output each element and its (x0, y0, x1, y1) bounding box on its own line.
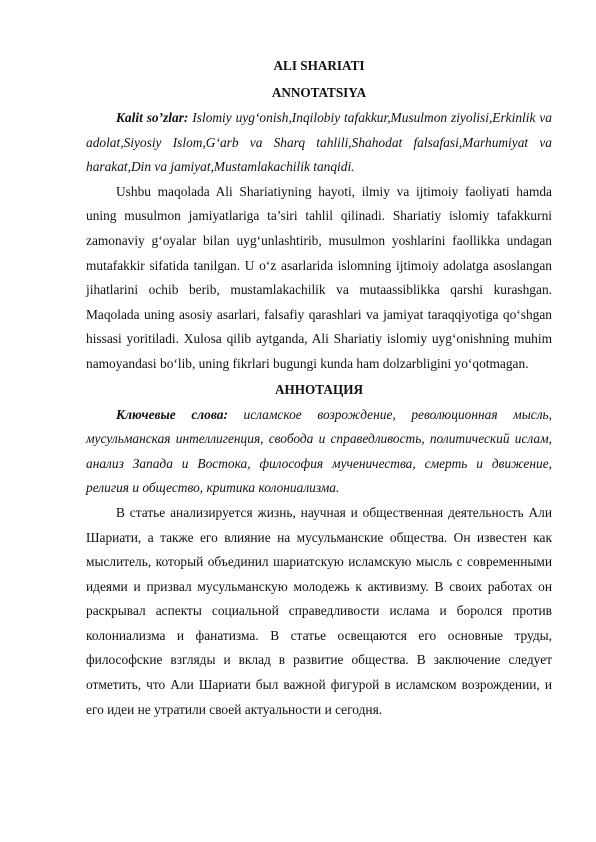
author-name: ALI SHARIATI (273, 58, 365, 73)
keywords-text-ru: исламское возрождение, революционная мысль, мусульманская интеллигенция, свобода и справедливость, политический ислам, анализ Запада и Востока, философия мученичества, смерть и движение, религия и общество, критика колониализма. (86, 406, 552, 496)
abstract-body-ru: В статье анализируется жизнь, научная и общественная деятельность Али Шариати, а также его влияние на мусульманские общества. Он известен как мыслитель, который объединил шариатскую исламскую мысль с современными идеями и призвал мусульманскую молодежь к активизму. В своих работах он раскрывал аспекты социальной справедливости ислама и боролся против колониализма и фанатизма. В статье освещаются его основные труды, философские взгляды и вклад в развитие общества. В заключение следует отметить, что Али Шариати был важной фигурой в исламском возрождении, и его идеи не утратили своей актуальности и сегодня. (86, 504, 552, 717)
keywords-ru (86, 403, 552, 501)
annotation-heading-ru: АННОТАЦИЯ (275, 381, 363, 397)
annotation-heading-uz: ANNOTATSIYA (271, 85, 367, 100)
document-page (86, 55, 552, 722)
abstract-body-uz: Ushbu maqolada Ali Shariatiyning hayoti, ilmiy va ijtimoiy faoliyati hamda uning musulmon jamiyatlariga ta’siri tahlil qilinadi. Shariatiy islomiy tafakkurni zamonaviy g‘oyalar bilan uyg‘unlashtirib, musulmon yoshlarini faollikka undagan mutafakkir sifatida tanilgan. U o‘z asarlarida islomning ijtimoiy adolatga asoslangan jihatlarini ochib berib, mustamlakachilik va mutaassiblikka qarshi kurashgan. Maqolada uning asosiy asarlari, falsafiy qarashlari va jamiyat taraqqiyotiga qo‘shgan hissasi yoritiladi. Xulosa qilib aytganda, Ali Shariatiy islomiy uyg‘onishning muhim namoyandasi bo‘lib, uning fikrlari bugungi kunda ham dolzarbligini yo‘qotmagan. (86, 183, 552, 371)
keywords-text-uz: Islomiy uyg‘onish,Inqilobiy tafakkur,Musulmon ziyolisi,Erkinlik va adolat,Siyosiy Islom,G‘arb va Sharq tahlili,Shahodat falsafasi,Marhumiyat va harakat,Din va jamiyat,Mustamlakachilik tanqidi. (86, 110, 552, 175)
keywords-label-ru: Ключевые слова: (116, 406, 228, 422)
keywords-label-uz: Kalit so’zlar: (116, 110, 189, 125)
keywords-uz (86, 106, 552, 180)
